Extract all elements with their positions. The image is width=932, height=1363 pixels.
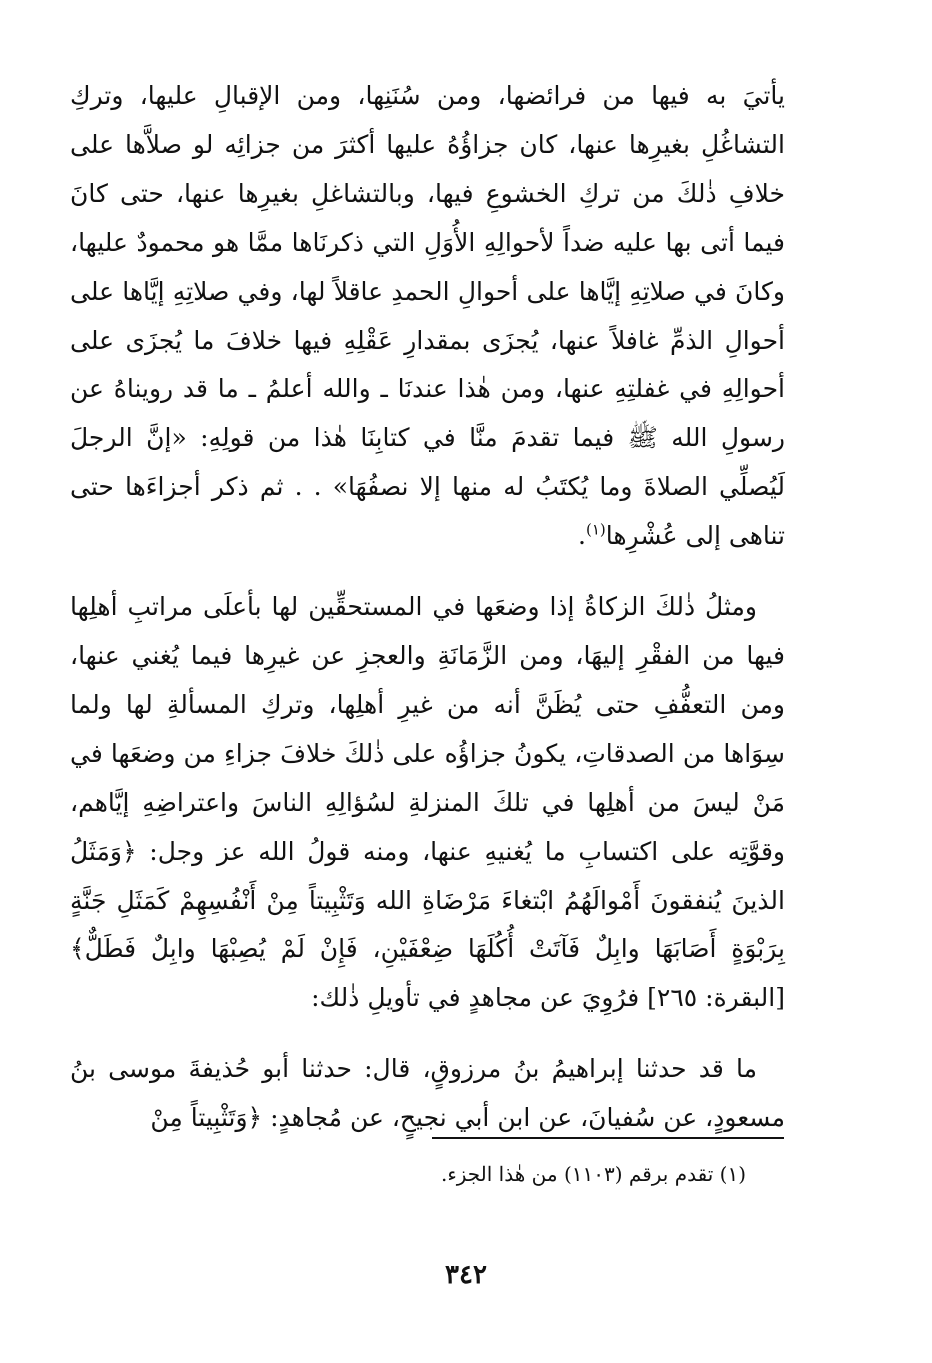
paragraph-3-text: ما قد حدثنا إبراهيمُ بنُ مرزوقٍ، قال: حدثنا أبو حُذيفةَ موسى بنُ مسعودٍ، عن سُفيانَ، عن ابن أبي نجيحٍ، عن مُجاهدٍ: ﴿وَتَثْبِيتاً مِنْ	[70, 1054, 785, 1133]
footnote-divider	[432, 1137, 784, 1139]
paragraph-1-end: .	[578, 521, 586, 551]
page-number: ٣٤٢	[445, 1260, 487, 1290]
paragraph-1	[70, 72, 785, 561]
paragraph-1-text: يأتيَ به فيها من فرائضها، ومن سُنَنِها، ومن الإقبالِ عليها، وتركِ التشاغُلِ بغيرِها عنها، كان جزاؤُهُ عليها أكثرَ من جزائِه لو صلاَّها على خلافِ ذٰلكَ من تركِ الخشوعِ فيها، وبالتشاغلِ بغيرِها عنها، حتى كانَ فيما أتى بها عليه ضداً لأحوالِهِ الأُوَلِ التي ذكرنَاها ممَّا هو محمودٌ عليها، وكانَ في صلاتِهِ إيَّاها على أحوالِ الحمدِ عاقلاً لها، وفي صلاتِهِ إيَّاها على أحوالِ الذمِّ غافلاً عنها، يُجزَى بمقدارِ عَقْلِهِ فيها خلافَ ما يُجزَى على أحوالِهِ في غفلتِهِ عنها، ومن هٰذا عندنَا ـ والله أعلمُ ـ ما قد رويناهُ عن رسولِ الله ﷺ فيما تقدمَ منَّا في كتابِنَا هٰذا من قولِهِ: «إنَّ الرجلَ لَيُصلِّي الصلاةَ وما يُكتَبُ له منها إلا نصفُهَا» . . ثم ذكر أجزاءَها حتى تناهى إلى عُشْرِها	[70, 81, 785, 551]
footnote-reference: (١)	[585, 520, 606, 539]
paragraph-2-text: ومثلُ ذٰلكَ الزكاةُ إذا وضعَها في المستحقِّين لها بأعلَى مراتبِ أهلِها فيها من الفقْرِ إليهَا، ومن الزَّمَانَةِ والعجزِ عن غيرِها فيما يُغني عنها، ومن التعفُّفِ حتى يُظَنَّ أنه من غيرِ أهلِها، وتركِ المسألةِ لها ولما سِوَاها من الصدقاتِ، يكونُ جزاؤُه على ذٰلكَ خلافَ جزاءِ من وضعَها في مَنْ ليسَ من أهلِها في تلكَ المنزلةِ لسُؤالِهِ الناسَ واعتراضِهِ إيَّاهم، وقوَّتِه على اكتسابِ ما يُغنيهِ عنها، ومنه قولُ الله عز وجل: ﴿وَمَثَلُ الذينَ يُنفقونَ أَمْوالَهُمُ ابْتغاءَ مَرْضَاةِ الله وَتَثْبِيتاً مِنْ أَنْفُسِهِمْ كَمَثَلِ جَنَّةٍ بِرَبْوَةٍ أَصَابَهَا وابِلٌ فَآتَتْ أُكُلَهَا ضِعْفَيْنِ، فَإِنْ لَمْ يُصِبْهَا وابِلٌ فَطَلٌّ﴾ [البقرة: ٢٦٥] فرُوِيَ عن مجاهدٍ في تأويلِ ذٰلك:	[70, 592, 785, 1013]
paragraph-2	[70, 583, 785, 1023]
footnote: (١) تقدم برقم (١١٠٣) من هٰذا الجزء.	[440, 1162, 746, 1186]
main-text-block	[70, 72, 785, 1143]
paragraph-3	[70, 1045, 785, 1143]
